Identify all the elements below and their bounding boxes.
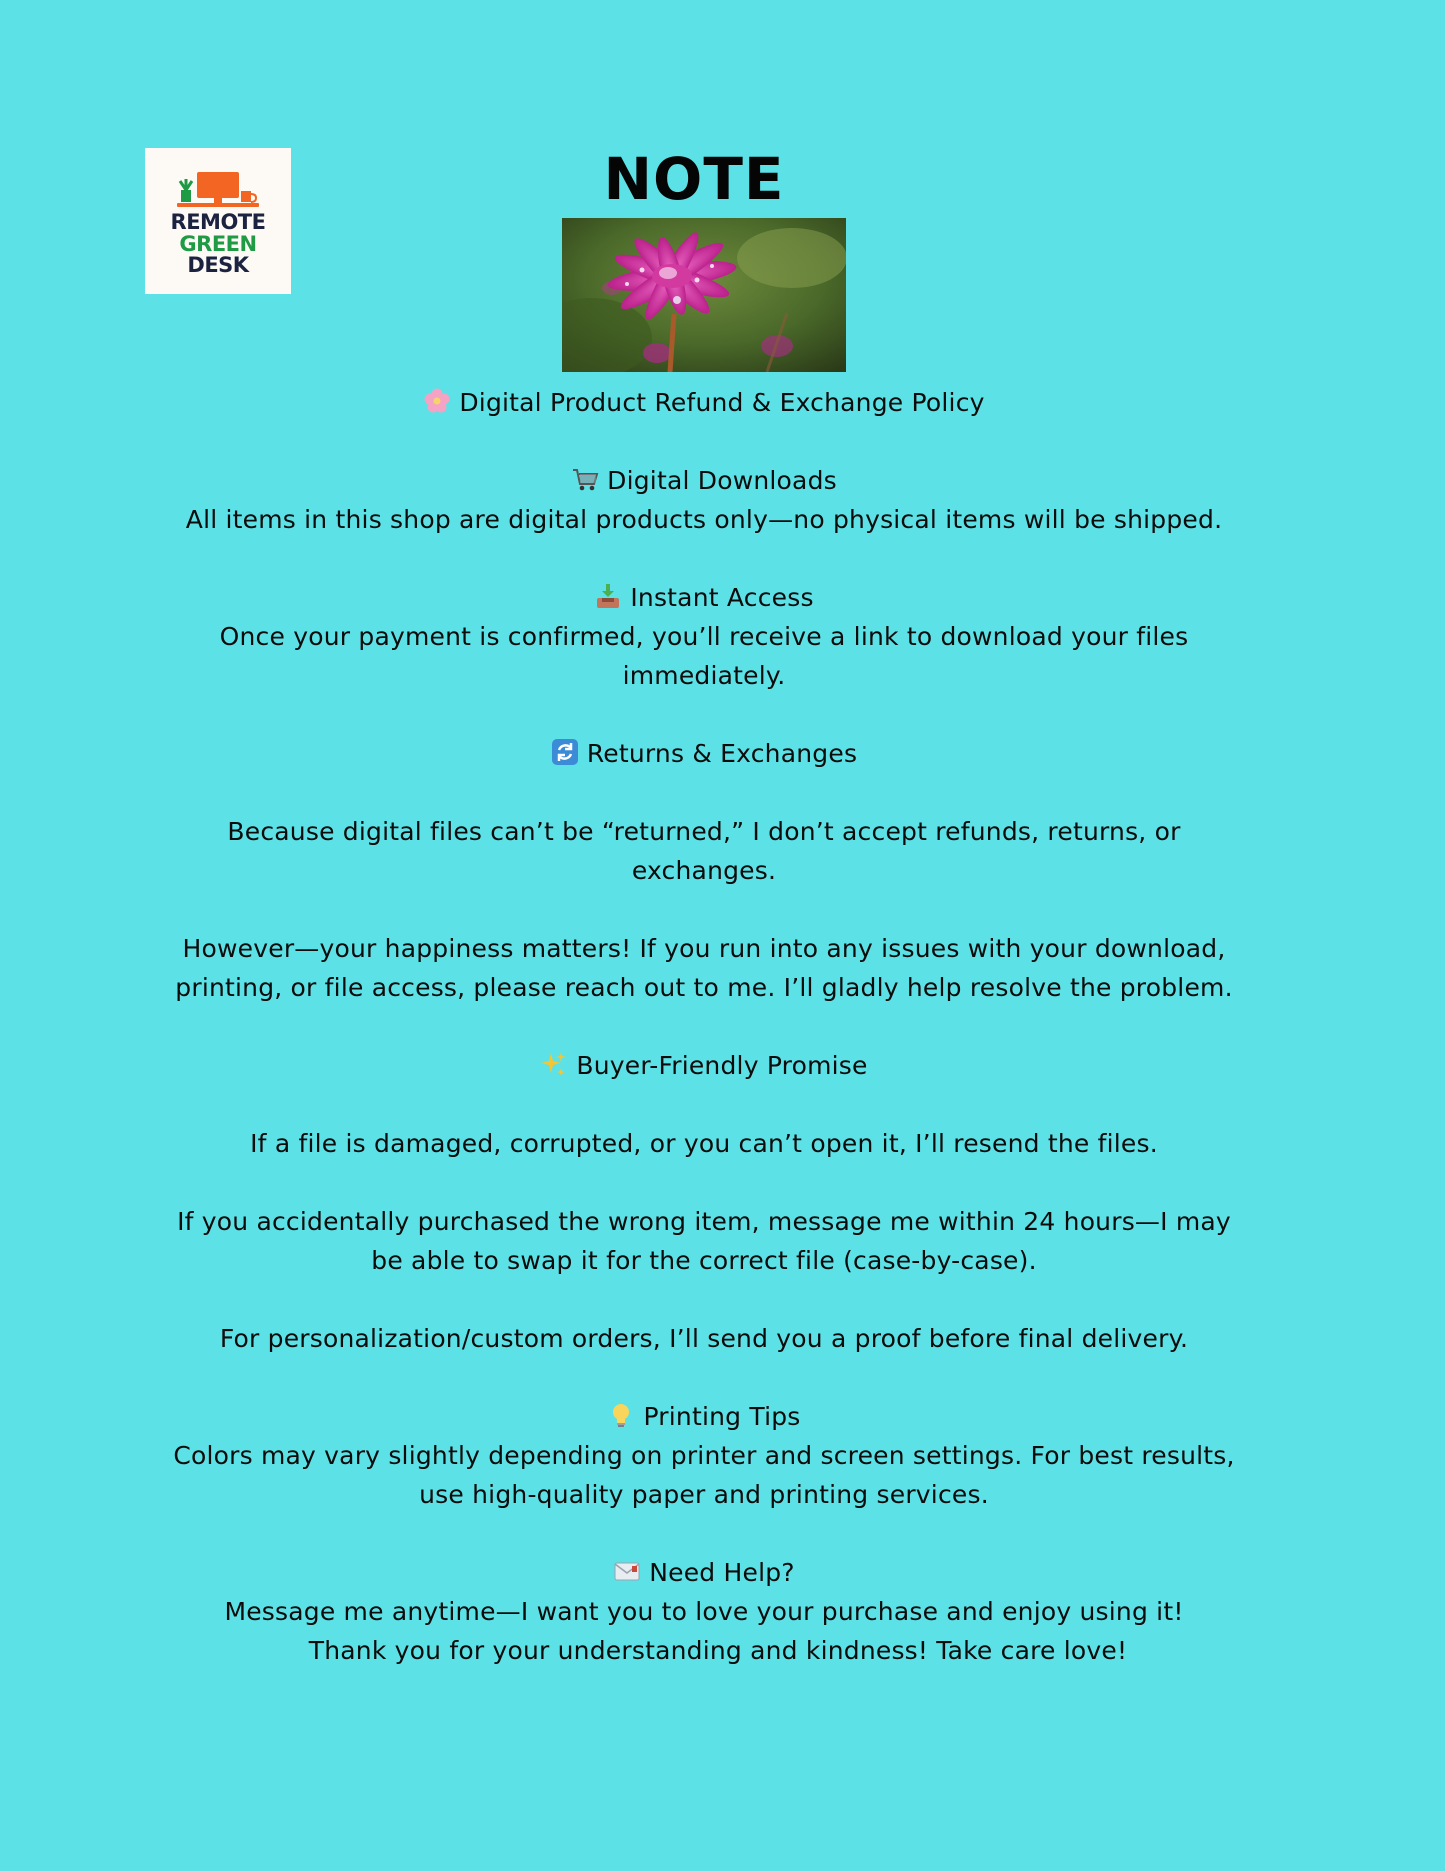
sparkles-icon: [540, 1050, 568, 1078]
downloads-heading-line: [120, 461, 1288, 500]
envelope-icon: [613, 1557, 641, 1585]
page-title: NOTE: [603, 145, 785, 213]
returns-heading-line: [120, 734, 1288, 773]
flower-icon: [423, 387, 451, 415]
inbox-tray-icon: [594, 582, 622, 610]
returns-text-1: Because digital files can’t be “returned,” I don’t accept refunds, returns, or: [227, 817, 1181, 846]
tips-heading: Printing Tips: [643, 1402, 801, 1431]
pink-flower-photo: [562, 218, 846, 372]
tips-text-1: Colors may vary slightly depending on printer and screen settings. For best results,: [173, 1441, 1235, 1470]
promise-text-1: If a file is damaged, corrupted, or you can’t open it, I’ll resend the files.: [250, 1129, 1158, 1158]
logo-word-desk: DESK: [187, 253, 249, 277]
tips-heading-line: [120, 1397, 1288, 1436]
downloads-text: All items in this shop are digital products only—no physical items will be shipped.: [185, 505, 1223, 534]
help-text-1: Message me anytime—I want you to love your purchase and enjoy using it!: [224, 1597, 1184, 1626]
brand-logo: [145, 148, 291, 294]
help-text-2: Thank you for your understanding and kindness! Take care love!: [308, 1636, 1128, 1665]
promise-text-4: For personalization/custom orders, I’ll send you a proof before final delivery.: [219, 1324, 1189, 1353]
logo-word-green: GREEN: [179, 232, 257, 256]
logo-word-remote: REMOTE: [170, 210, 266, 234]
help-heading-line: [120, 1553, 1288, 1592]
access-heading: Instant Access: [630, 583, 814, 612]
refresh-icon: [551, 738, 579, 766]
policy-heading-line: [120, 383, 1288, 422]
promise-text-3: be able to swap it for the correct file (case-by-case).: [371, 1246, 1037, 1275]
however-text-2: printing, or file access, please reach out to me. I’ll gladly help resolve the problem.: [175, 973, 1233, 1002]
cart-icon: [571, 465, 599, 493]
promise-heading-line: [120, 1046, 1288, 1085]
policy-text: [120, 383, 1288, 1670]
promise-heading: Buyer-Friendly Promise: [576, 1051, 868, 1080]
access-text-1: Once your payment is confirmed, you’ll receive a link to download your files: [219, 622, 1189, 651]
promise-text-2: If you accidentally purchased the wrong item, message me within 24 hours—I may: [177, 1207, 1231, 1236]
access-heading-line: [120, 578, 1288, 617]
returns-heading: Returns & Exchanges: [586, 739, 858, 768]
access-text-2: immediately.: [622, 661, 786, 690]
policy-heading: Digital Product Refund & Exchange Policy: [459, 388, 985, 417]
however-text-1: However—your happiness matters! If you run into any issues with your download,: [182, 934, 1226, 963]
tips-text-2: use high-quality paper and printing services.: [419, 1480, 989, 1509]
help-heading: Need Help?: [649, 1558, 795, 1587]
downloads-heading: Digital Downloads: [607, 466, 837, 495]
returns-text-2: exchanges.: [631, 856, 777, 885]
lightbulb-icon: [607, 1401, 635, 1429]
